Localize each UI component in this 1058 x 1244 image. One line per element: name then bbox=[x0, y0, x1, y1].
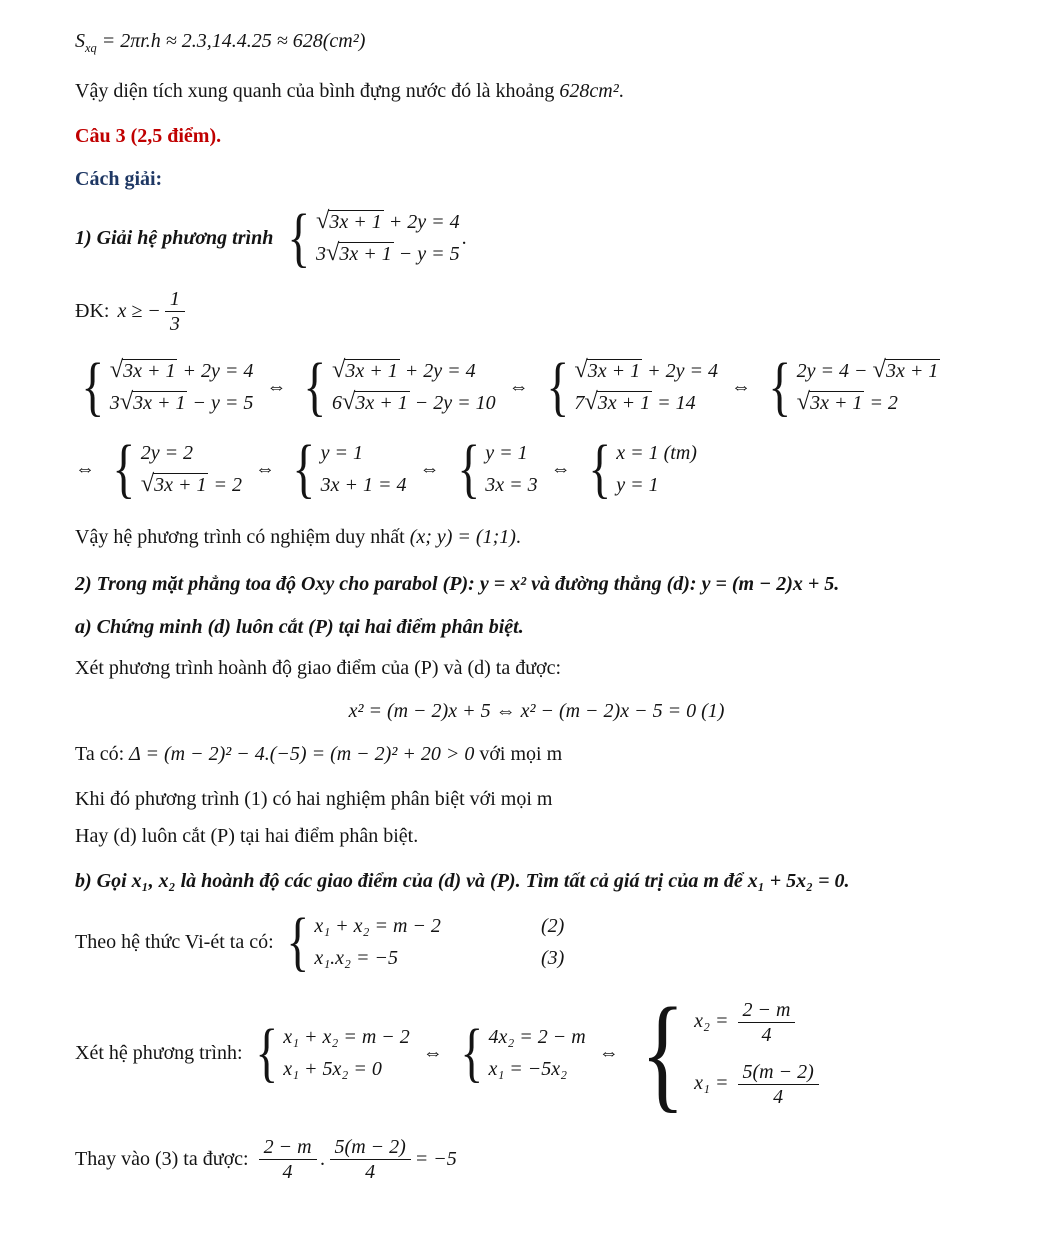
left-brace: { bbox=[112, 432, 136, 505]
fraction-numerator: 5(m − 2) bbox=[738, 1060, 819, 1085]
equation-system bbox=[283, 201, 460, 274]
left-brace: { bbox=[286, 905, 309, 978]
iff-arrow: ⇔ bbox=[266, 375, 287, 398]
iff-arrow: ⇔ bbox=[419, 457, 440, 480]
equation-row: y = 1 bbox=[485, 441, 528, 464]
radicand: 3x + 1 bbox=[355, 391, 408, 414]
sqrt-sign: √ bbox=[316, 206, 330, 234]
fraction-numerator: 1 bbox=[165, 287, 185, 312]
math-run: Δ = (m − 2)² − 4.(−5) = (m − 2)² + 20 > 0 bbox=[129, 743, 475, 765]
equation-row: 7√3x + 1 = 14 bbox=[574, 387, 696, 415]
left-brace: { bbox=[460, 1016, 484, 1089]
radicand: 3x + 1 bbox=[810, 391, 863, 414]
equation-system bbox=[299, 350, 496, 423]
fraction-numerator: 2 − m bbox=[259, 1135, 317, 1160]
radicand: 3x + 1 bbox=[123, 359, 176, 382]
problem-2-statement: 2) Trong mặt phẳng toa độ Oxy cho parabol (P): y = x² và đường thẳng (d): y = (m − 2)x + 5. bbox=[75, 573, 840, 595]
derivation-chain-2 bbox=[75, 432, 998, 505]
equation-row: x₁ = −5x₂ bbox=[488, 1057, 568, 1080]
part-a-statement: a) Chứng minh (d) luôn cắt (P) tại hai điểm phân biệt. bbox=[75, 616, 524, 638]
sqrt-sign: √ bbox=[140, 469, 155, 497]
equation-row: 4x₂ = 2 − m bbox=[488, 1025, 586, 1048]
iff-arrow: ⇔ bbox=[508, 375, 529, 398]
math-run: = −5 bbox=[414, 1148, 457, 1170]
problem-1-statement bbox=[75, 201, 998, 274]
fraction-numerator: 5(m − 2) bbox=[330, 1135, 411, 1160]
quadratic-equation: x² = (m − 2)x + 5 ⇔ x² − (m − 2)x − 5 = 0 (1) bbox=[348, 700, 725, 722]
math-run: 628cm² bbox=[559, 80, 619, 102]
text-run: Thay vào (3) ta được: bbox=[75, 1148, 249, 1170]
fraction-denominator: 3 bbox=[169, 313, 180, 335]
equation-row: √3x + 1 + 2y = 4 bbox=[332, 355, 476, 383]
conclusion-part-a: Hay (d) luôn cắt (P) tại hai điểm phân biệt. bbox=[75, 825, 419, 847]
part-b-statement: b) Gọi x₁, x₂ là hoành độ các giao điểm của (d) và (P). Tìm tất cả giá trị của m để x₁ + 5x₂ = 0. bbox=[75, 870, 850, 892]
equation-system bbox=[288, 432, 407, 505]
iff-arrow: ⇔ bbox=[422, 1041, 443, 1064]
text-run: ĐK: bbox=[75, 300, 110, 322]
delta-line bbox=[75, 743, 998, 766]
text-run: với mọi m bbox=[474, 743, 563, 765]
fraction-denominator: 4 bbox=[773, 1085, 784, 1108]
radicand: 3x + 1 bbox=[329, 210, 382, 233]
substitute-line bbox=[75, 1135, 998, 1184]
viet-system-line bbox=[75, 905, 998, 978]
equation-system bbox=[251, 1016, 410, 1089]
equation-system bbox=[108, 432, 242, 505]
sqrt-sign: √ bbox=[342, 387, 356, 415]
iff-arrow: ⇔ bbox=[730, 375, 751, 398]
subheading-cach-giai: Cách giải: bbox=[75, 168, 163, 190]
derivation-chain-1 bbox=[75, 350, 998, 423]
left-brace: { bbox=[287, 201, 311, 274]
equation-row: √3x + 1 + 2y = 4 bbox=[316, 206, 460, 234]
text-run: 1) Giải hệ phương trình bbox=[75, 226, 274, 249]
fraction bbox=[259, 1135, 317, 1184]
text-run: Ta có: bbox=[75, 743, 130, 765]
equation-row: 6√3x + 1 − 2y = 10 bbox=[332, 387, 496, 415]
iff-arrow: ⇔ bbox=[254, 457, 275, 480]
equation-system bbox=[632, 982, 823, 1124]
math-run: . bbox=[320, 1148, 326, 1170]
left-brace: { bbox=[768, 350, 792, 423]
left-brace: { bbox=[303, 350, 327, 423]
equation-system bbox=[542, 350, 718, 423]
equation-row: √3x + 1 = 2 bbox=[796, 387, 898, 415]
equation-system bbox=[282, 905, 565, 978]
text-run: . bbox=[461, 226, 467, 249]
two-roots-line: Khi đó phương trình (1) có hai nghiệm phân biệt với mọi m bbox=[75, 788, 553, 810]
left-brace: { bbox=[292, 432, 316, 505]
sqrt-sign: √ bbox=[109, 355, 124, 383]
equation-tag: (2) bbox=[541, 914, 565, 937]
equation-row: 3√3x + 1 − y = 5 bbox=[109, 387, 254, 415]
iff-arrow: ⇔ bbox=[550, 457, 571, 480]
sqrt-sign: √ bbox=[584, 387, 598, 415]
fraction bbox=[738, 1060, 819, 1109]
fraction bbox=[738, 998, 796, 1047]
left-brace: { bbox=[640, 982, 685, 1124]
equation-system bbox=[453, 432, 538, 505]
text-run: Vậy hệ phương trình có nghiệm duy nhất bbox=[75, 526, 410, 548]
equation-system bbox=[584, 432, 697, 505]
radicand: 3x + 1 bbox=[345, 359, 398, 382]
sqrt-sign: √ bbox=[574, 355, 588, 383]
fraction-denominator: 4 bbox=[365, 1161, 376, 1183]
equation-system bbox=[764, 350, 940, 423]
equation-row: x = 1 (tm) bbox=[616, 441, 697, 464]
equation-row: x₁ + x₂ = m − 2 (2) bbox=[314, 914, 565, 937]
conclusion-system-solution bbox=[75, 526, 998, 549]
equation-row: √3x + 1 = 2 bbox=[140, 469, 242, 497]
intersection-intro: Xét phương trình hoành độ giao điểm của (P) và (d) ta được: bbox=[75, 657, 562, 679]
fraction bbox=[330, 1135, 411, 1184]
equation-row: x₁ = $\frac{5(m - 2)}{4}$ bbox=[694, 1060, 823, 1109]
equation-system bbox=[77, 350, 254, 423]
iff-arrow: ⇔ bbox=[75, 457, 95, 480]
text-run: . bbox=[515, 526, 521, 548]
sqrt-sign: √ bbox=[119, 387, 134, 415]
fraction-numerator: 2 − m bbox=[738, 998, 796, 1023]
left-brace: { bbox=[546, 350, 569, 423]
equation-row: x₁ + x₂ = m − 2 bbox=[283, 1025, 410, 1048]
radicand: 3x + 1 bbox=[885, 359, 939, 382]
equation-row: 3x + 1 = 4 bbox=[320, 473, 407, 496]
left-brace: { bbox=[254, 1016, 278, 1089]
equation-system bbox=[456, 1016, 586, 1089]
math-run: = 2πr.h ≈ 2.3,14.4.25 ≈ 628(cm²) bbox=[96, 30, 366, 52]
left-brace: { bbox=[588, 432, 611, 505]
equation-row: 2y = 2 bbox=[140, 441, 194, 464]
sqrt-sign: √ bbox=[796, 387, 811, 415]
equation-row: 3√3x + 1 − y = 5 bbox=[316, 238, 460, 266]
equation-row: y = 1 bbox=[320, 441, 364, 464]
left-brace: { bbox=[456, 432, 480, 505]
equation-row: 3x = 3 bbox=[485, 473, 538, 496]
subscript: xq bbox=[85, 41, 97, 55]
equation-row: x₂ = $\frac{2 - m}{4}$ bbox=[694, 998, 823, 1047]
equation-row: 2y = 4 − √3x + 1 bbox=[796, 355, 939, 383]
fraction bbox=[165, 287, 185, 336]
radicand: 3x + 1 bbox=[597, 391, 651, 414]
sqrt-sign: √ bbox=[872, 355, 886, 383]
left-brace: { bbox=[81, 350, 105, 423]
radicand: 3x + 1 bbox=[154, 473, 207, 496]
condition-line bbox=[75, 287, 998, 336]
equation-row: x₁.x₂ = −5 (3) bbox=[314, 946, 565, 969]
text-run: Theo hệ thức Vi-ét ta có: bbox=[75, 930, 274, 953]
math-run: S bbox=[75, 30, 85, 52]
equation-row: x₁ + 5x₂ = 0 bbox=[283, 1057, 382, 1080]
fraction-denominator: 4 bbox=[282, 1161, 293, 1183]
math-run: x ≥ − bbox=[117, 300, 161, 322]
text-run: . bbox=[618, 80, 624, 102]
conclusion-surface-area bbox=[75, 80, 998, 103]
radicand: 3x + 1 bbox=[133, 391, 186, 414]
text-run: Vậy diện tích xung quanh của bình đựng nước đó là khoảng bbox=[75, 80, 560, 102]
equation-row: √3x + 1 + 2y = 4 bbox=[109, 355, 254, 383]
section-heading-cau3: Câu 3 (2,5 điểm). bbox=[75, 125, 222, 147]
sqrt-sign: √ bbox=[332, 355, 346, 383]
radicand: 3x + 1 bbox=[587, 359, 641, 382]
text-run: Xét hệ phương trình: bbox=[75, 1041, 243, 1064]
math-run: (x; y) = (1;1) bbox=[409, 526, 516, 548]
equation-row: y = 1 bbox=[616, 473, 659, 496]
sqrt-sign: √ bbox=[326, 238, 340, 266]
formula-sxq bbox=[75, 30, 998, 56]
iff-arrow: ⇔ bbox=[598, 1041, 619, 1064]
fraction-denominator: 4 bbox=[761, 1023, 772, 1046]
radicand: 3x + 1 bbox=[339, 242, 392, 265]
equation-tag: (3) bbox=[541, 946, 565, 969]
equation-row: √3x + 1 + 2y = 4 bbox=[574, 355, 718, 383]
system-transform-line bbox=[75, 982, 998, 1124]
